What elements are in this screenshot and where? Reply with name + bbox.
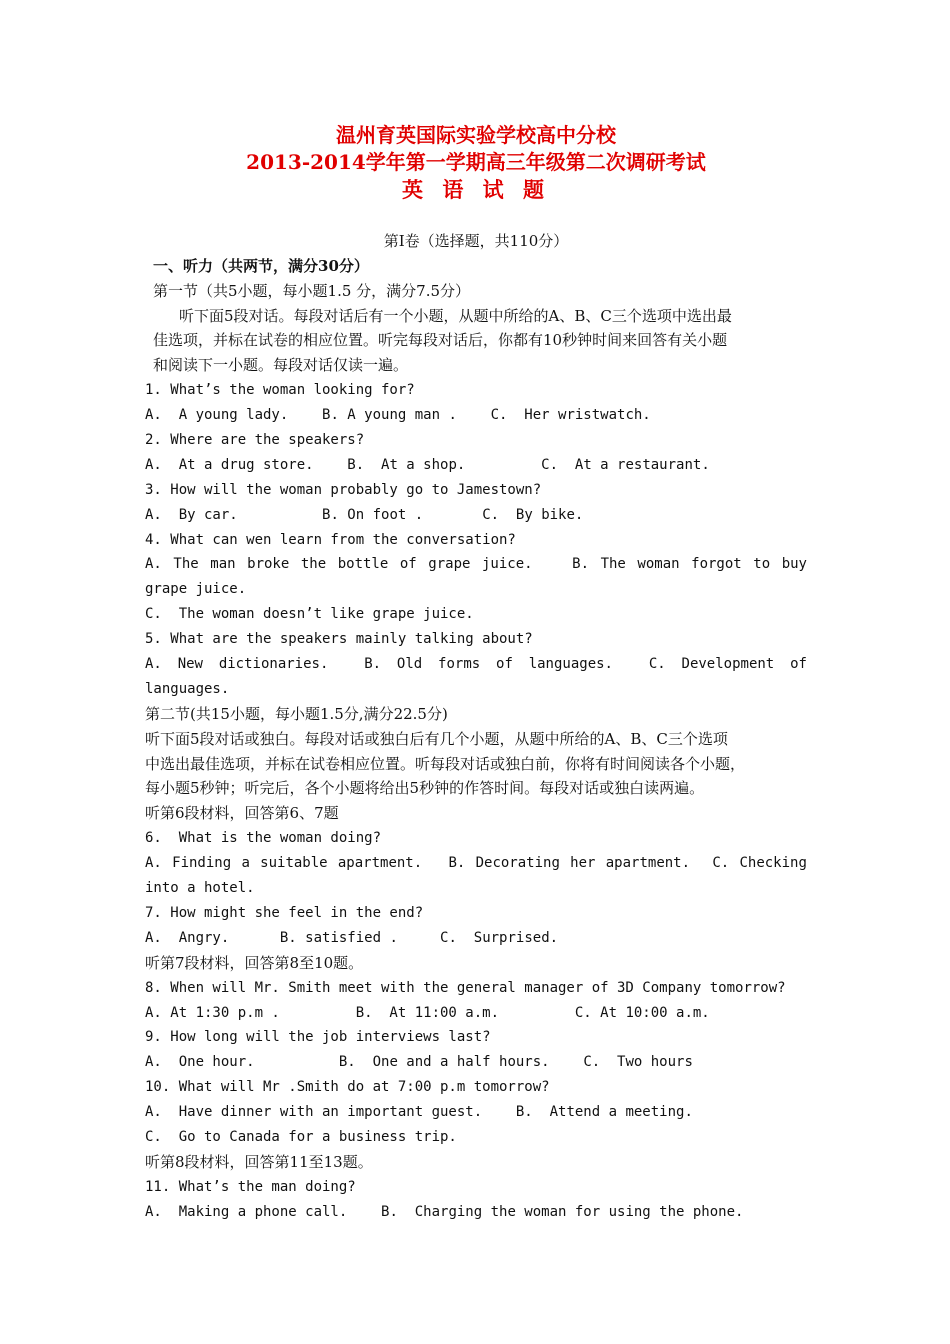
question-5: 5. What are the speakers mainly talking about? [145, 631, 533, 648]
option: B. Attend a meeting. [515, 1104, 693, 1121]
part1-heading: 一、听力（共两节，满分30分） [153, 256, 369, 275]
option-word: man [210, 556, 236, 573]
option: A. At 1:30 p.m . [145, 1004, 280, 1021]
option-word: forms [438, 656, 481, 673]
option-word: to [753, 556, 771, 573]
question-11: 11. What’s the man doing? [145, 1178, 356, 1195]
option-word: dictionaries. [218, 656, 329, 673]
option: A. Angry. [145, 929, 230, 946]
option: A. At a drug store. [145, 456, 314, 473]
question-3-options [145, 503, 807, 528]
question-2-options [145, 453, 807, 478]
option-word: of [790, 656, 807, 673]
question-9: 9. How long will the job interviews last? [145, 1029, 491, 1046]
question-10: 10. What will Mr .Smith do at 7:00 p.m tomorrow? [145, 1079, 550, 1096]
option: B. At 11:00 a.m. [355, 1004, 500, 1021]
question-3: 3. How will the woman probably go to Jamestown? [145, 481, 542, 498]
question-5-options-cont: languages. [145, 680, 230, 697]
option-word: bottle [337, 556, 389, 573]
material-7-heading: 听第7段材料，回答第8至10题。 [145, 953, 364, 972]
section1-instruction: 佳选项，并标在试卷的相应位置。听完每段对话后，你都有10秒钟时间来回答有关小题 [153, 331, 728, 350]
option: A. One hour. [145, 1054, 255, 1071]
option: A. Have dinner with an important guest. [145, 1104, 483, 1121]
question-1: 1. What’s the woman looking for? [145, 382, 415, 399]
option: A. By car. [145, 506, 238, 523]
option-word: the [300, 556, 327, 573]
option-word: C. [712, 855, 730, 872]
question-4: 4. What can wen learn from the conversation? [145, 531, 516, 548]
option: B. satisfied . [279, 929, 398, 946]
school-title: 温州育英国际实验学校高中分校 [336, 123, 616, 147]
option: C. Two hours [583, 1054, 693, 1071]
section1-instruction: 和阅读下一小题。每段对话仅读一遍。 [153, 356, 409, 375]
option-word: languages. [528, 656, 613, 673]
option-word: forgot [691, 556, 742, 573]
option: C. Her wristwatch. [490, 407, 651, 424]
exam-content [145, 122, 807, 1225]
option-word: suitable [260, 855, 328, 872]
option-word: Checking [739, 855, 807, 872]
option: A. A young lady. [145, 407, 289, 424]
question-5-options [145, 652, 807, 677]
option-word: Decorating [475, 855, 560, 872]
option-word: A. [145, 556, 162, 573]
exam-title: 2013-2014学年第一学期高三年级第二次调研考试 [246, 150, 706, 174]
question-8-options [145, 1001, 807, 1026]
question-11-options [145, 1200, 807, 1225]
option-word: The [173, 556, 199, 573]
question-6-options-cont: into a hotel. [145, 880, 255, 897]
option-word: of [496, 656, 513, 673]
option: C. At 10:00 a.m. [574, 1004, 710, 1021]
option-word: Finding [172, 855, 232, 872]
option: B. One and a half hours. [338, 1054, 550, 1071]
option-word: A. [145, 656, 162, 673]
section1-heading: 第一节（共5小题，每小题1.5 分，满分7.5分） [153, 281, 471, 300]
question-4-option-c: C. The woman doesn’t like grape juice. [145, 606, 474, 623]
option-word: woman [637, 556, 680, 573]
question-2: 2. Where are the speakers? [145, 432, 365, 449]
option-word: apartment. [605, 855, 691, 872]
option-word: of [399, 556, 417, 573]
section2-instruction: 每小题5秒钟；听完后，各个小题将给出5秒钟的作答时间。每段对话或独白读两遍。 [145, 779, 705, 798]
option-word: C. [648, 656, 666, 673]
option-word: A. [145, 855, 162, 872]
question-8: 8. When will Mr. Smith meet with the general manager of 3D Company tomorrow? [145, 979, 786, 996]
option-word: The [600, 556, 626, 573]
option-word: broke [247, 556, 290, 573]
question-9-options [145, 1050, 807, 1075]
question-10-option-c: C. Go to Canada for a business trip. [145, 1128, 457, 1145]
option-word: New [177, 656, 203, 673]
question-10-options [145, 1100, 807, 1125]
section2-instruction: 听下面5段对话或独白。每段对话或独白后有几个小题，从题中所给的A、B、C三个选项 [145, 729, 728, 748]
option-word: Old [396, 656, 423, 673]
material-8-heading: 听第8段材料，回答第11至13题。 [145, 1152, 373, 1171]
question-6: 6. What is the woman doing? [145, 830, 382, 847]
option: C. By bike. [482, 506, 584, 523]
section2-instruction: 中选出最佳选项，并标在试卷相应位置。听每段对话或独白前，你将有时间阅读各个小题， [145, 754, 746, 773]
subject-title: 英 语 试 题 [402, 177, 550, 202]
material-6-heading: 听第6段材料，回答第6、7题 [145, 804, 339, 823]
section2-heading: 第二节(共15小题，每小题1.5分,满分22.5分) [145, 704, 448, 723]
option-word: Development [681, 656, 775, 673]
section1-instruction: 听下面5段对话。每段对话后有一个小题，从题中所给的A、B、C三个选项中选出最 [179, 306, 732, 325]
option: B. On foot . [322, 506, 424, 523]
option-word: B. [572, 556, 589, 573]
option-word: B. [448, 855, 466, 872]
option-word: a [241, 855, 250, 872]
exam-meta-line [145, 204, 807, 229]
option-word: her [570, 855, 596, 872]
option: B. Charging the woman for using the phone. [381, 1203, 744, 1220]
question-4-options-cont: grape juice. [145, 581, 247, 598]
volume-heading: 第Ⅰ卷（选择题，共110分） [383, 231, 569, 250]
option-word: B. [364, 656, 382, 673]
option-word: buy [781, 556, 807, 573]
option: C. Surprised. [440, 929, 559, 946]
option: B. A young man . [322, 407, 457, 424]
question-7: 7. How might she feel in the end? [145, 904, 424, 921]
option-word: apartment. [337, 855, 423, 872]
question-1-options [145, 403, 807, 428]
question-6-options [145, 851, 807, 876]
option-word: grape [428, 556, 471, 573]
option-word: juice. [482, 556, 533, 573]
option: B. At a shop. [347, 456, 466, 473]
option: A. Making a phone call. [145, 1203, 348, 1220]
option: C. At a restaurant. [541, 456, 710, 473]
question-7-options [145, 926, 807, 951]
question-4-options [145, 552, 807, 577]
